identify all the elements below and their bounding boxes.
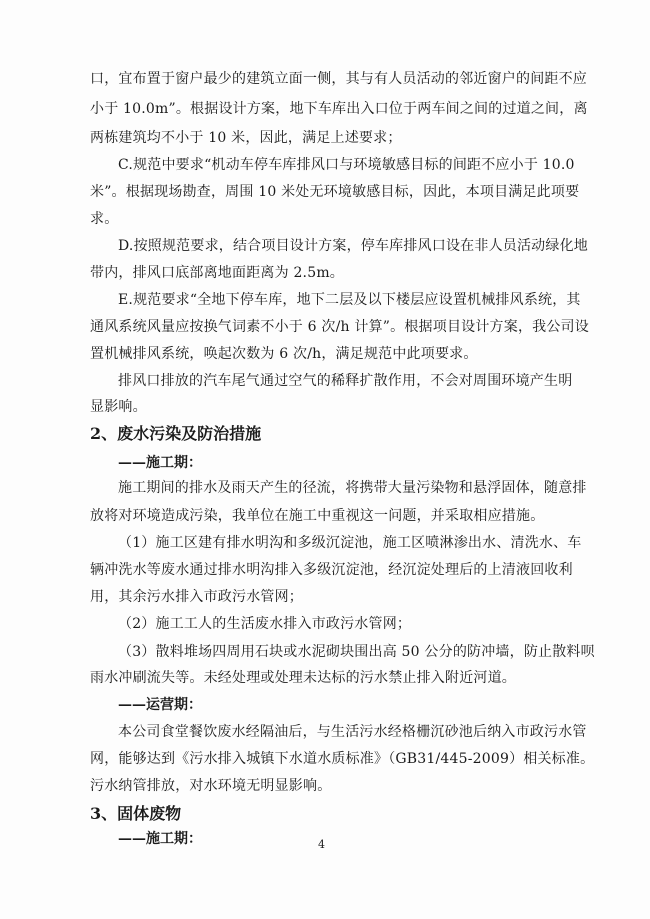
paragraph-line: （2）施工工人的生活废水排入市政污水管网；	[118, 616, 412, 632]
subsection-heading: ——施工期：	[118, 831, 202, 847]
paragraph-line: 网，能够达到《污水排入城镇下水道水质标准》（GB31/445-2009）相关标准。	[90, 751, 595, 767]
section-heading: 3、固体废物	[90, 804, 182, 823]
page-number: 4	[318, 838, 325, 851]
section-heading: 2、废水污染及防治措施	[90, 424, 262, 443]
paragraph-line: 显影响。	[90, 399, 147, 415]
subsection-heading: ——运营期：	[118, 697, 202, 713]
paragraph-line: 带内，排风口底部离地面距离为 2.5m。	[90, 265, 344, 281]
paragraph-line: 施工期间的排水及雨天产生的径流，将携带大量污染物和悬浮固体，随意排	[118, 480, 587, 496]
paragraph-line: 雨水冲刷流失等。未经处理或处理未达标的污水禁止排入附近河道。	[90, 670, 516, 686]
paragraph-line: E.规范要求“全地下停车库，地下二层及以下楼层应设置机械排风系统，其	[118, 292, 581, 308]
paragraph-line: 米”。根据现场勘查，周围 10 米处无环境敏感目标，因此，本项目满足此项要	[90, 184, 580, 200]
paragraph-line: 辆冲洗水等废水通过排水明沟排入多级沉淀池，经沉淀处理后的上清液回收利	[90, 562, 573, 578]
paragraph-line: 污水纳管排放，对水环境无明显影响。	[90, 778, 332, 794]
subsection-heading: ——施工期：	[118, 455, 202, 471]
paragraph-line: D.按照规范要求，结合项目设计方案，停车库排风口设在非人员活动绿化地	[118, 238, 588, 254]
paragraph-line: 两栋建筑均不小于 10 米，因此，满足上述要求；	[90, 130, 402, 146]
paragraph-line: 求。	[90, 211, 119, 227]
paragraph-line: （3）散料堆场四周用石块或水泥砌块围出高 50 公分的防冲墙，防止散料呗	[118, 644, 595, 660]
paragraph-line: 口，宜布置于窗户最少的建筑立面一侧，其与有人员活动的邻近窗户的间距不应	[90, 71, 587, 87]
paragraph-line: 小于 10.0m”。根据设计方案，地下车库出入口位于两车间之间的过道之间，离	[90, 101, 588, 117]
paragraph-line: 本公司食堂餐饮废水经隔油后，与生活污水经格栅沉砂池后纳入市政污水管	[118, 724, 587, 740]
paragraph-line: 通风系统风量应按换气词素不小于 6 次/h 计算”。根据项目设计方案，我公司设	[90, 319, 589, 335]
paragraph-line: 置机械排风系统，唤起次数为 6 次/h，满足规范中此项要求。	[90, 346, 478, 362]
paragraph-line: 用，其余污水排入市政污水管网；	[90, 589, 303, 605]
paragraph-line: C.规范中要求“机动车停车库排风口与环境敏感目标的间距不应小于 10.0	[118, 157, 575, 173]
paragraph-line: 放将对环境造成污染，我单位在施工中重视这一问题，并采取相应措施。	[90, 508, 545, 524]
paragraph-line: （1）施工区建有排水明沟和多级沉淀池，施工区喷淋渗出水、清洗水、车	[118, 535, 582, 551]
paragraph-line: 排风口排放的汽车尾气通过空气的稀释扩散作用，不会对周围环境产生明	[118, 373, 573, 389]
